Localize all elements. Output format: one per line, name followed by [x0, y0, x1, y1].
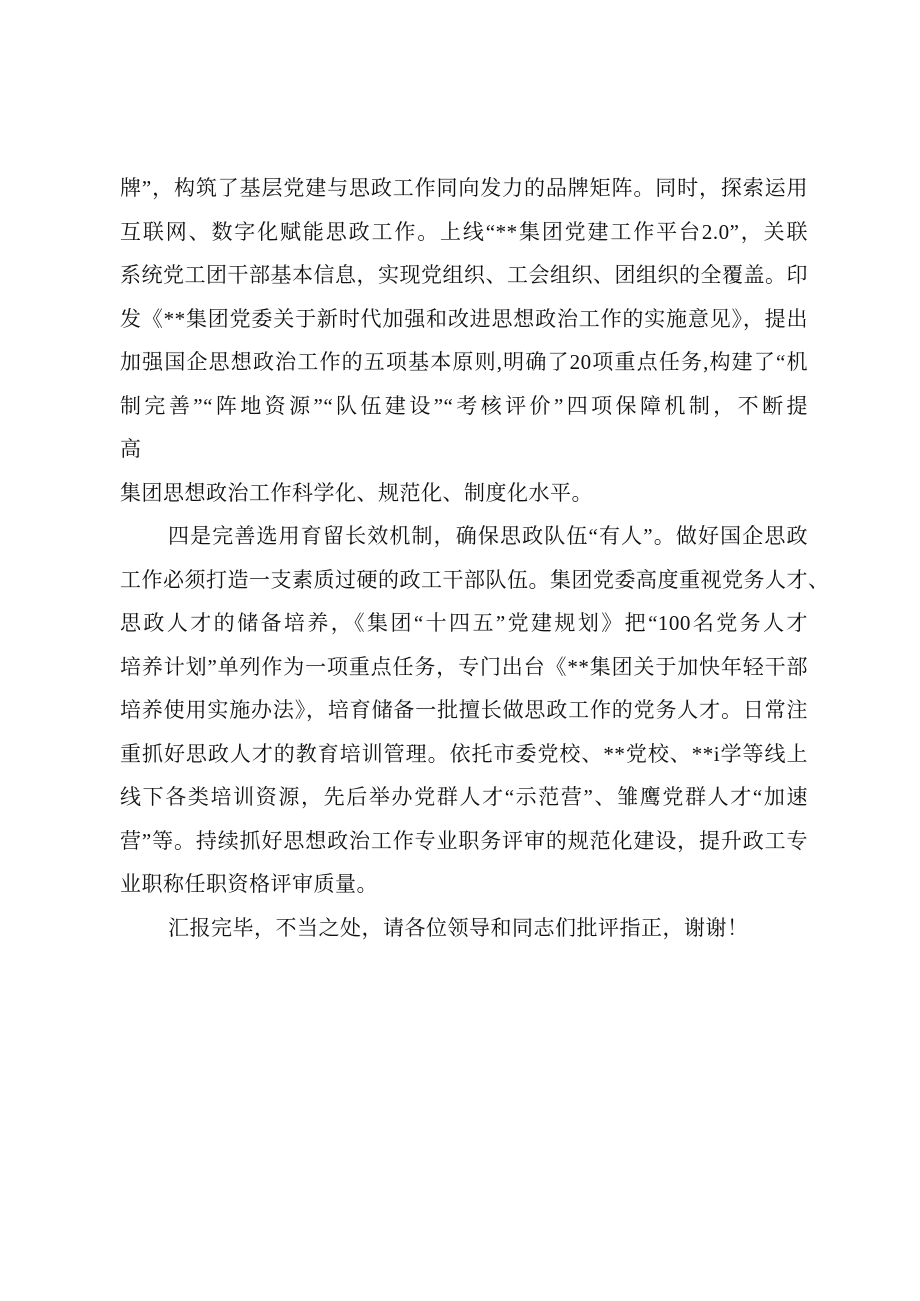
- text-line-11: 思政人才的储备培养，《集团“十四五”党建规划》把“100名党务人才: [120, 611, 808, 635]
- text-line-16: 营”等。持续抓好思想政治工作专业职务评审的规范化建设，提升政工专: [120, 828, 808, 853]
- text-line-8: 集团思想政治工作科学化、规范化、制度化水平。: [120, 480, 593, 505]
- text-line-1: 牌”，构筑了基层党建与思政工作同向发力的品牌矩阵。同时，探索运用: [120, 176, 808, 200]
- text-line-2: 互联网、数字化赋能思政工作。上线“**集团党建工作平台2.0”，关联: [120, 219, 808, 244]
- document-text-block: [120, 167, 830, 950]
- text-line-5: 加强国企思想政治工作的五项基本原则,明确了20项重点任务,构建了“机: [120, 350, 808, 374]
- text-line-15: 线下各类培训资源，先后举办党群人才“示范营”、雏鹰党群人才“加速: [120, 785, 808, 809]
- text-line-3: 系统党工团干部基本信息，实现党组织、工会组织、团组织的全覆盖。印: [120, 263, 808, 287]
- text-line-13: 培养使用实施办法》，培育储备一批擅长做思政工作的党务人才。日常注: [120, 698, 808, 722]
- text-line-12: 培养计划”单列作为一项重点任务，专门出台《**集团关于加快年轻干部: [120, 654, 808, 679]
- text-line-7: 高: [120, 437, 142, 461]
- text-line-4: 发《**集团党委关于新时代加强和改进思想政治工作的实施意见》，提出: [120, 306, 808, 331]
- text-line-6: 制完善”“阵地资源”“队伍建设”“考核评价”四项保障机制，不断提: [120, 393, 808, 418]
- text-line-17: 业职称任职资格评审质量。: [120, 872, 378, 896]
- text-line-14: 重抓好思政人才的教育培训管理。依托市委党校、**党校、**i学等线上: [120, 741, 808, 766]
- text-line-10: 工作必须打造一支素质过硬的政工干部队伍。集团党委高度重视党务人才、: [120, 567, 830, 592]
- text-line-9: 四是完善选用育留长效机制，确保思政队伍“有人”。做好国企思政: [168, 524, 808, 548]
- text-line-18: 汇报完毕，不当之处，请各位领导和同志们批评指正，谢谢！: [168, 915, 749, 940]
